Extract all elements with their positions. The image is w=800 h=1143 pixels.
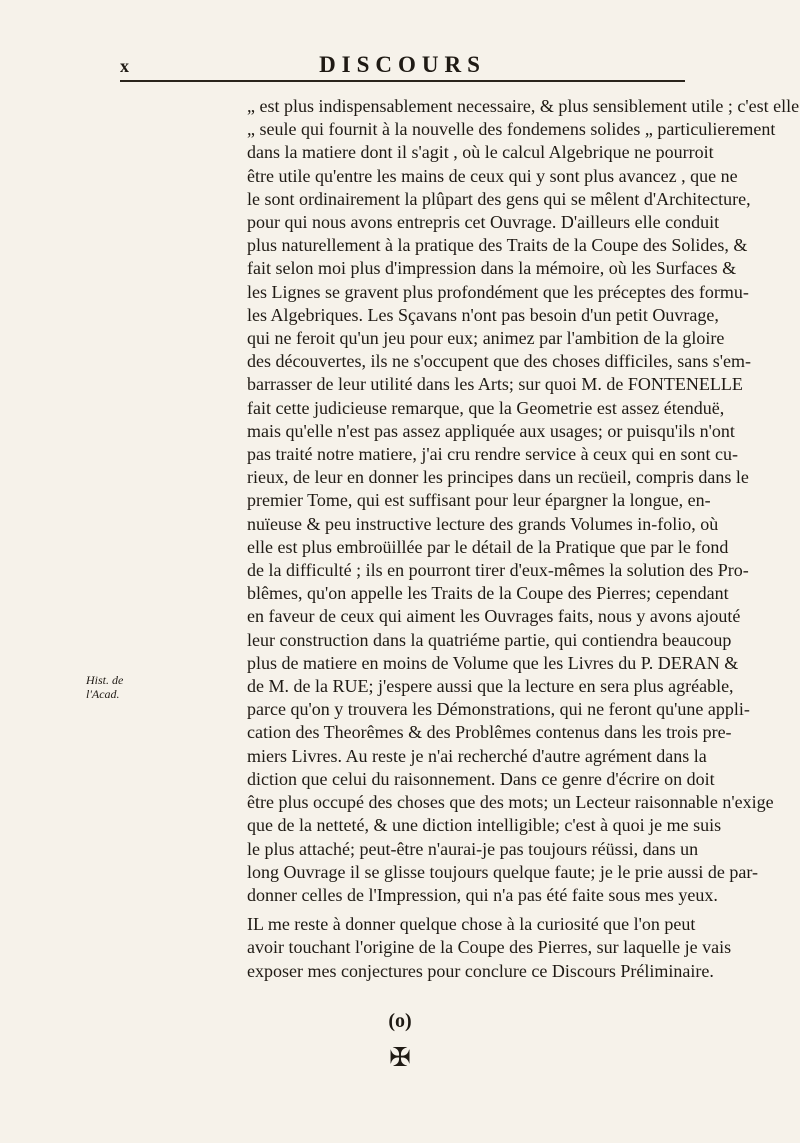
text-line: être utile qu'entre les mains de ceux qui y sont plus avancez , que ne — [247, 165, 738, 186]
text-line: blêmes, qu'on appelle les Traits de la Coupe des Pierres; cependant — [247, 583, 729, 604]
text-line: premier Tome, qui est suffisant pour leur épargner la longue, en- — [247, 490, 711, 511]
text-line: barrasser de leur utilité dans les Arts; sur quoi M. de FONTENELLE — [247, 374, 743, 395]
text-line: le sont ordinairement la plûpart des gens qui se mêlent d'Architecture, — [247, 188, 751, 209]
text-line: donner celles de l'Impression, qui n'a pas été faite sous mes yeux. — [247, 884, 718, 905]
text-line: IL me reste à donner quelque chose à la curiosité que l'on peut — [247, 914, 696, 935]
text-line: que de la netteté, & une diction intelligible; c'est à quoi je me suis — [247, 815, 722, 836]
running-title: DISCOURS — [319, 52, 486, 77]
text-line: long Ouvrage il se glisse toujours quelque faute; je le prie aussi de par- — [247, 861, 758, 882]
text-line: être plus occupé des choses que des mots; un Lecteur raisonnable n'exige — [247, 792, 774, 813]
text-line: plus naturellement à la pratique des Traits de la Coupe des Solides, & — [247, 235, 748, 256]
text-line: plus de matiere en moins de Volume que les Livres du P. DERAN & — [247, 652, 739, 673]
text-line: „ seule qui fournit à la nouvelle des fondemens solides „ particulierement — [247, 119, 776, 140]
text-line: cation des Theorêmes & des Problêmes contenus dans les trois pre- — [247, 722, 732, 743]
fleuron-icon: ✠ — [389, 1043, 411, 1072]
text-line: mais qu'elle n'est pas assez appliquée aux usages; or puisqu'ils n'ont — [247, 420, 735, 441]
text-line: leur construction dans la quatriéme partie, qui contiendra beaucoup — [247, 629, 732, 650]
margin-note-line: l'Acad. — [86, 687, 120, 701]
text-line: fait cette judicieuse remarque, que la Geometrie est assez étenduë, — [247, 397, 725, 418]
text-line: „ est plus indispensablement necessaire, & plus sensiblement utile ; c'est elle — [247, 96, 800, 116]
ornament — [0, 1010, 800, 1033]
page-number: x — [120, 56, 129, 76]
paragraph — [247, 913, 732, 983]
text-line: diction que celui du raisonnement. Dans ce genre d'écrire on doit — [247, 768, 715, 789]
text-line: le plus attaché; peut-être n'aurai-je pas toujours réüssi, dans un — [247, 838, 699, 859]
text-line: les Algebriques. Les Sçavans n'ont pas besoin d'un petit Ouvrage, — [247, 304, 719, 325]
margin-note — [86, 673, 124, 701]
text-line: les Lignes se gravent plus profondément que les préceptes des formu- — [247, 281, 749, 302]
text-line: qui ne feroit qu'un jeu pour eux; animez par l'ambition de la gloire — [247, 328, 725, 349]
text-line: de M. de la RUE; j'espere aussi que la lecture en sera plus agréable, — [247, 676, 734, 697]
text-line: nuïeuse & peu instructive lecture des grands Volumes in-folio, où — [247, 513, 719, 534]
text-line: avoir touchant l'origine de la Coupe des Pierres, sur laquelle je vais — [247, 937, 732, 958]
text-line: en faveur de ceux qui aiment les Ouvrages faits, nous y avons ajouté — [247, 606, 741, 627]
text-line: parce qu'on y trouvera les Démonstrations, qui ne feront qu'une appli- — [247, 699, 750, 720]
text-line: rieux, de leur en donner les principes dans un recüeil, compris dans le — [247, 467, 749, 488]
text-line: des découvertes, ils ne s'occupent que des choses difficiles, sans s'em- — [247, 351, 752, 372]
text-line: elle est plus embroüillée par le détail de la Pratique que par le fond — [247, 536, 729, 557]
text-line: pour qui nous avons entrepris cet Ouvrage. D'ailleurs elle conduit — [247, 212, 720, 233]
body-text — [247, 95, 800, 983]
text-line: dans la matiere dont il s'agit , où le calcul Algebrique ne pourroit — [247, 142, 714, 163]
ornament-text: (o) — [388, 1010, 412, 1032]
text-line: de la difficulté ; ils en pourront tirer d'eux-mêmes la solution des Pro- — [247, 560, 749, 581]
text-line: exposer mes conjectures pour conclure ce Discours Préliminaire. — [247, 960, 714, 981]
text-line: fait selon moi plus d'impression dans la mémoire, où les Surfaces & — [247, 258, 737, 279]
text-line: pas traité notre matiere, j'ai cru rendre service à ceux qui en sont cu- — [247, 444, 739, 465]
paragraph — [247, 95, 800, 907]
text-line: miers Livres. Au reste je n'ai recherché d'autre agrément dans la — [247, 745, 707, 766]
margin-note-line: Hist. de — [86, 673, 124, 687]
page-header — [120, 50, 685, 82]
